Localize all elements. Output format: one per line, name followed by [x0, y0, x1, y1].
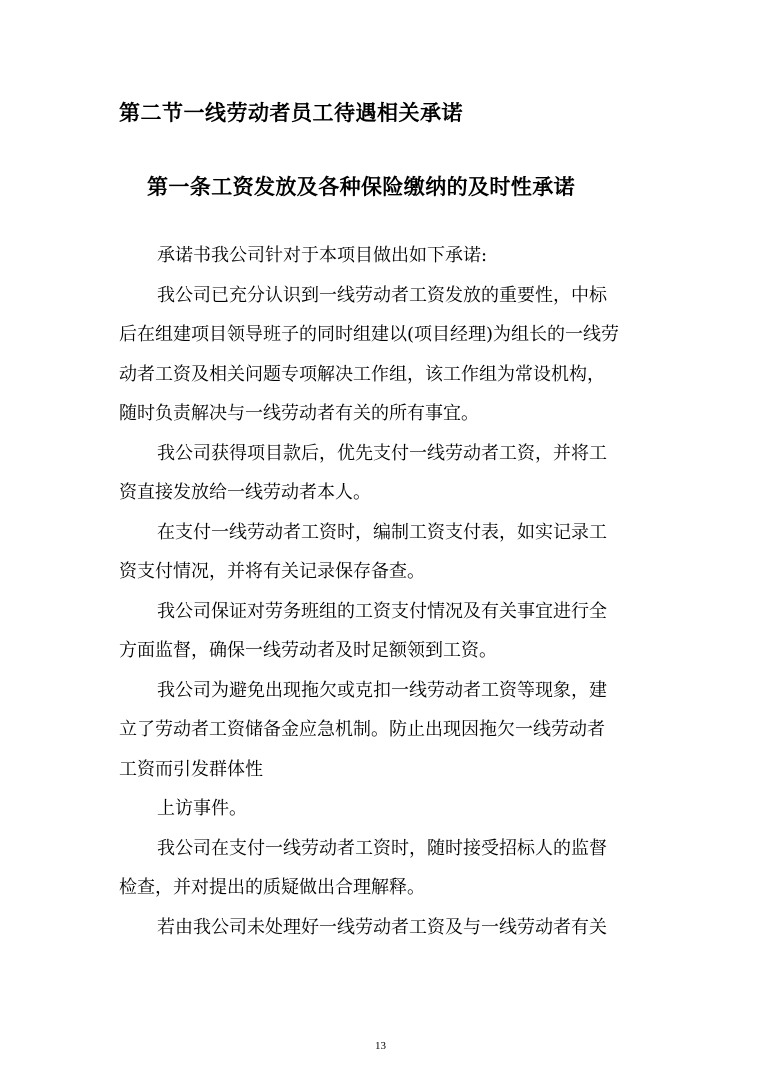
section-title: 第二节一线劳动者员工待遇相关承诺: [119, 100, 463, 125]
body-line: 方面监督，确保一线劳动者及时足额领到工资。: [119, 640, 497, 661]
body-line: 在支付一线劳动者工资时，编制工资支付表，如实记录工: [157, 521, 607, 543]
body-line: 立了劳动者工资储备金应急机制。防止出现因拖欠一线劳动者: [119, 719, 605, 740]
body-line: 上访事件。: [157, 798, 247, 819]
body-line: 我公司在支付一线劳动者工资时，随时接受招标人的监督: [157, 837, 607, 859]
body-line: 随时负责解决与一线劳动者有关的所有事宜。: [119, 403, 479, 424]
article-title: 第一条工资发放及各种保险缴纳的及时性承诺: [147, 174, 575, 199]
body-line: 我公司已充分认识到一线劳动者工资发放的重要性，中标: [157, 284, 607, 306]
body-line: 资支付情况，并将有关记录保存备查。: [119, 561, 425, 582]
body-line: 我公司为避免出现拖欠或克扣一线劳动者工资等现象，建: [157, 679, 607, 701]
body-line: 承诺书我公司针对于本项目做出如下承诺:: [157, 245, 488, 266]
body-line: 后在组建项目领导班子的同时组建以(项目经理)为组长的一线劳: [119, 324, 620, 345]
body-line: 动者工资及相关问题专项解决工作组，该工作组为常设机构，: [119, 363, 605, 385]
body-line: 资直接发放给一线劳动者本人。: [119, 482, 371, 503]
body-line: 工资而引发群体性: [119, 758, 263, 780]
page-number: 13: [375, 1040, 386, 1052]
body-line: 我公司保证对劳务班组的工资支付情况及有关事宜进行全: [157, 600, 607, 622]
body-line: 检查，并对提出的质疑做出合理解释。: [119, 877, 425, 898]
body-text: [119, 236, 639, 947]
body-line: 我公司获得项目款后，优先支付一线劳动者工资，并将工: [157, 442, 607, 464]
body-line: 若由我公司未处理好一线劳动者工资及与一线劳动者有关: [157, 916, 607, 938]
